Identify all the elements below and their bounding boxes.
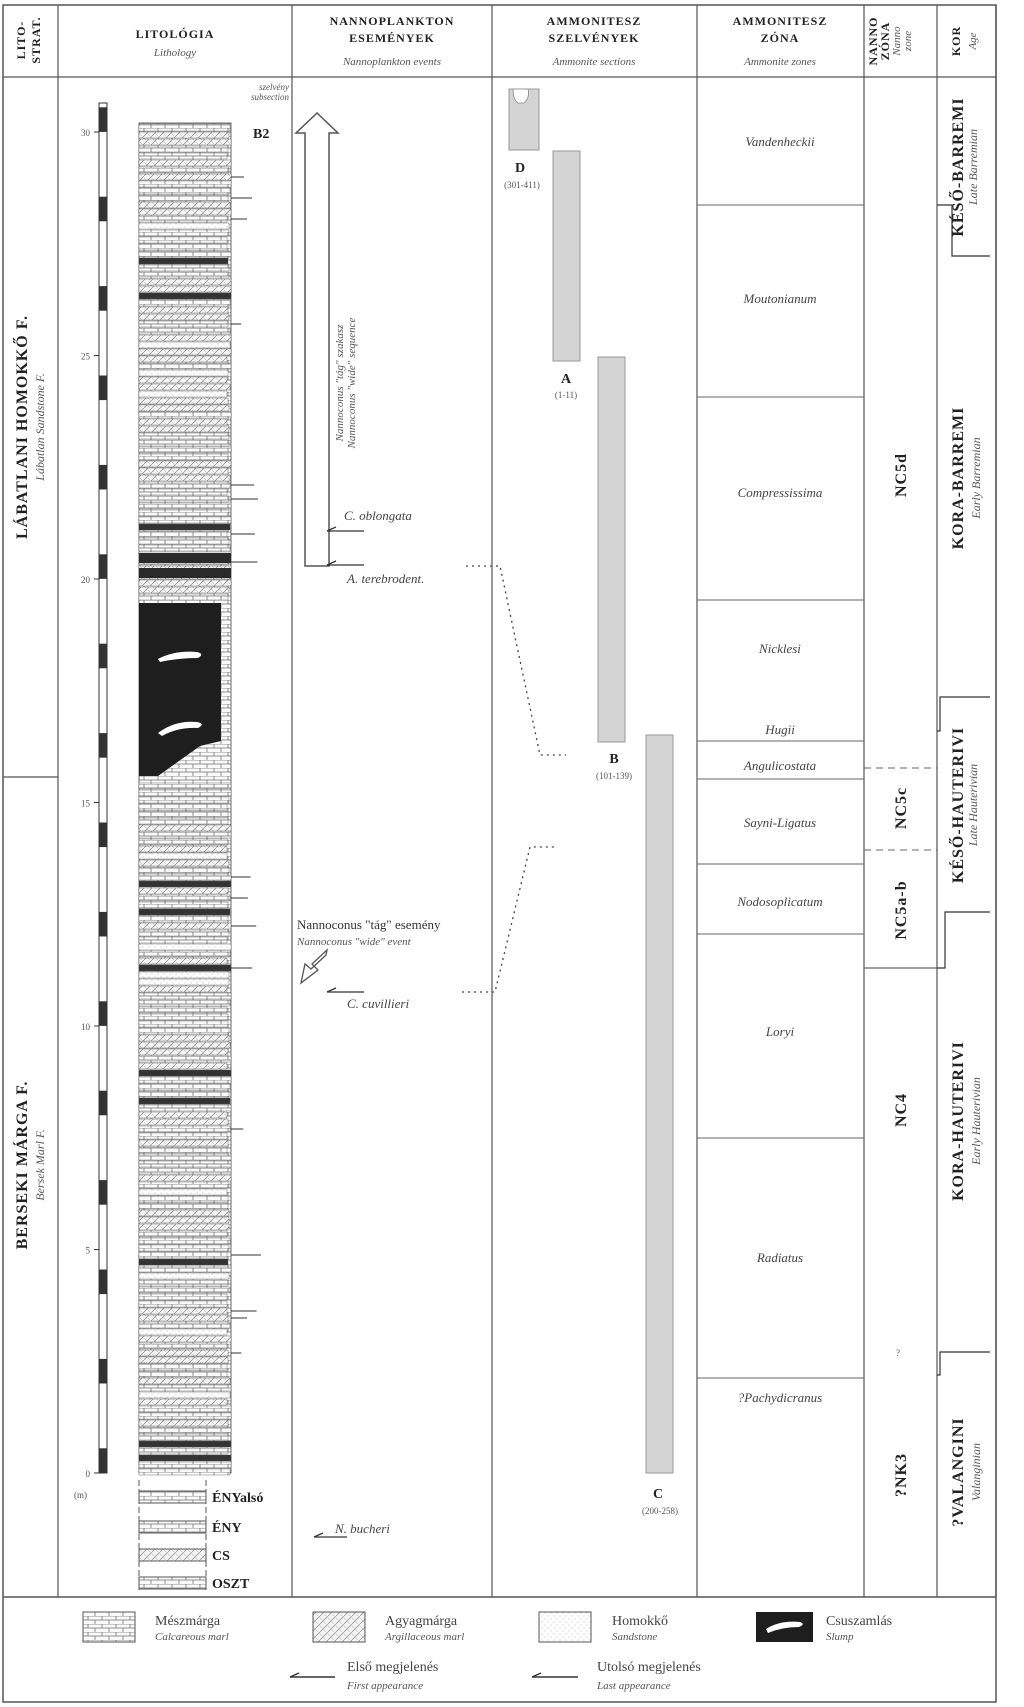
- zone-loryi: Loryi: [765, 1024, 795, 1039]
- svg-text:BERSEKI MÁRGA F.: BERSEKI MÁRGA F.: [14, 1080, 31, 1250]
- correlation-lines: [462, 566, 566, 992]
- svg-text:AMMONITESZ: AMMONITESZ: [732, 14, 828, 28]
- svg-text:(101-139): (101-139): [596, 771, 632, 781]
- svg-text:KÉSŐ-BARREMI: KÉSŐ-BARREMI: [950, 97, 967, 237]
- lithology-column: [139, 82, 289, 1475]
- age-valangini: [950, 1417, 983, 1526]
- legend: [83, 1612, 892, 1692]
- scale-tick-label: 30: [81, 128, 90, 138]
- svg-text:NANNOPLANKTON: NANNOPLANKTON: [329, 14, 455, 28]
- nanno-events: [296, 113, 441, 1537]
- svg-text:zone: zone: [902, 30, 914, 52]
- zone-nodosoplicatum: Nodosoplicatum: [737, 894, 823, 909]
- svg-text:Late Hauterivian: Late Hauterivian: [966, 763, 980, 847]
- nanno-zone-nc5a-b: NC5a-b: [893, 880, 910, 940]
- section-a-bar: [553, 151, 580, 361]
- species-n-bucheri: N. bucheri: [335, 1521, 390, 1536]
- legend-sandstone: [539, 1612, 668, 1643]
- svg-text:Calcareous marl: Calcareous marl: [155, 1631, 229, 1643]
- section-c-bar: [646, 735, 673, 1473]
- scale-tick-label: 10: [81, 1022, 90, 1032]
- formation-bersek: [12, 1081, 47, 1250]
- svg-text:Homokkő: Homokkő: [612, 1614, 668, 1629]
- nanno-zone-uncertain: ?: [896, 1348, 900, 1358]
- section-d-label: D: [514, 161, 526, 176]
- svg-text:Bersek Marl F.: Bersek Marl F.: [33, 1129, 47, 1201]
- zone-radiatus: Radiatus: [756, 1250, 804, 1265]
- nanno-zone-nk3: ?NK3: [893, 1453, 910, 1497]
- legend-last-appearance: [532, 1660, 701, 1692]
- svg-text:Mészmárga: Mészmárga: [155, 1614, 221, 1629]
- section-b-bar: [598, 357, 625, 742]
- nanno-wide-sequence-arrow: [296, 113, 338, 566]
- nanno-zone-nc5c: NC5c: [893, 786, 910, 830]
- zone-angulicostata: Angulicostata: [743, 758, 817, 773]
- svg-text:Late Barremian: Late Barremian: [966, 129, 980, 205]
- svg-text:Nannoconus "tág" szakasz: Nannoconus "tág" szakasz: [334, 324, 346, 442]
- svg-text:Valanginian: Valanginian: [969, 1442, 983, 1502]
- svg-text:Last appearance: Last appearance: [597, 1680, 671, 1692]
- age-kesohauterivi: [948, 727, 980, 883]
- scale-tick-label: 20: [81, 575, 90, 585]
- scale-tick-label: 0: [85, 1469, 90, 1479]
- zone-vandenheckii: Vandenheckii: [745, 134, 815, 149]
- ages: [937, 97, 990, 1526]
- svg-text:Early Hauterivian: Early Hauterivian: [969, 1077, 983, 1165]
- header-ammonite-sections: [547, 14, 642, 68]
- svg-text:(1-11): (1-11): [554, 390, 578, 400]
- svg-text:Utolsó megjelenés: Utolsó megjelenés: [597, 1660, 701, 1675]
- svg-text:First appearance: First appearance: [347, 1680, 424, 1692]
- svg-text:ZÓNA: ZÓNA: [760, 31, 800, 45]
- svg-text:Nannoconus "wide" sequence: Nannoconus "wide" sequence: [346, 317, 358, 449]
- svg-text:KORA-HAUTERIVI: KORA-HAUTERIVI: [950, 1041, 967, 1201]
- base-units: [139, 1480, 263, 1592]
- zone-compressissima: Compressissima: [737, 485, 823, 500]
- age-korabarremi: [950, 407, 983, 550]
- header-kor: [949, 26, 979, 56]
- zone-pachydicranus: ?Pachydicranus: [737, 1390, 823, 1405]
- zone-sayni-ligatus: Sayni-Ligatus: [743, 815, 817, 830]
- svg-text:Agyagmárga: Agyagmárga: [385, 1614, 458, 1629]
- svg-text:Nannoconus "wide" event: Nannoconus "wide" event: [297, 936, 411, 948]
- base-unit-enyalso: ÉNYalsó: [212, 1491, 264, 1506]
- species-c-cuvillieri: C. cuvillieri: [347, 996, 410, 1011]
- header-ammonite-zones: [733, 14, 828, 68]
- svg-text:KÉSŐ-HAUTERIVI: KÉSŐ-HAUTERIVI: [950, 726, 967, 884]
- header-nanno-zone: [866, 17, 914, 66]
- base-unit-cs: CS: [212, 1549, 230, 1564]
- ammonite-sections: [504, 89, 678, 1516]
- svg-text:LÁBATLANI HOMOKKŐ F.: LÁBATLANI HOMOKKŐ F.: [14, 314, 31, 540]
- formation-labadlan: [12, 315, 47, 539]
- nanno-zones: [864, 453, 937, 1497]
- svg-text:?VALANGINI: ?VALANGINI: [950, 1417, 967, 1527]
- svg-text:STRAT.: STRAT.: [29, 16, 43, 64]
- svg-text:LITO-: LITO-: [14, 20, 28, 60]
- svg-text:Age: Age: [967, 32, 979, 50]
- svg-text:szelvény: szelvény: [259, 82, 289, 92]
- scale-tick-label: 25: [81, 351, 90, 362]
- header-litostrat: [14, 16, 43, 63]
- svg-text:Slump: Slump: [826, 1631, 854, 1643]
- zone-nicklesi: Nicklesi: [759, 641, 801, 656]
- section-c-label: C: [652, 1487, 664, 1502]
- zone-moutonianum: Moutonianum: [743, 291, 817, 306]
- nanno-zone-nc4: NC4: [893, 1092, 910, 1128]
- subsection-b2: B2: [253, 127, 270, 142]
- svg-text:KORA-BARREMI: KORA-BARREMI: [950, 406, 967, 550]
- svg-text:Argillaceous marl: Argillaceous marl: [385, 1631, 465, 1643]
- svg-text:(200-258): (200-258): [642, 1506, 678, 1516]
- svg-text:NANNO: NANNO: [866, 16, 880, 66]
- header-nanno-events: [330, 14, 455, 68]
- ammonite-zones: [697, 134, 864, 1405]
- svg-text:Lithology: Lithology: [153, 47, 197, 59]
- zone-hugii: Hugii: [765, 722, 795, 737]
- meter-scale: [74, 103, 107, 1500]
- svg-text:Ammonite zones: Ammonite zones: [744, 56, 816, 68]
- svg-text:Első megjelenés: Első megjelenés: [347, 1660, 439, 1675]
- svg-text:LITOLÓGIA: LITOLÓGIA: [135, 27, 215, 41]
- legend-slump: [756, 1612, 892, 1643]
- base-unit-oszt: OSZT: [212, 1577, 250, 1592]
- svg-text:AMMONITESZ: AMMONITESZ: [546, 14, 642, 28]
- nanno-zone-nc5d: NC5d: [893, 452, 910, 498]
- age-kesobarremi: [948, 97, 980, 236]
- svg-text:ZÓNA: ZÓNA: [878, 21, 892, 61]
- svg-text:ESEMÉNYEK: ESEMÉNYEK: [349, 31, 435, 45]
- svg-text:Ammonite sections: Ammonite sections: [552, 56, 636, 68]
- base-unit-eny: ÉNY: [212, 1521, 242, 1536]
- svg-text:SZELVÉNYEK: SZELVÉNYEK: [548, 31, 640, 45]
- species-a-terebrodent: A. terebrodent.: [347, 571, 425, 586]
- scale-tick-label: 5: [85, 1245, 90, 1256]
- svg-text:Csuszamlás: Csuszamlás: [826, 1614, 893, 1629]
- legend-first-appearance: [290, 1660, 438, 1692]
- svg-text:(301-411): (301-411): [504, 180, 540, 190]
- svg-text:Nannoplankton events: Nannoplankton events: [342, 56, 442, 68]
- legend-calcareous-marl: [83, 1612, 229, 1643]
- section-b-label: B: [609, 752, 619, 767]
- scale-unit: (m): [74, 1490, 87, 1500]
- svg-text:Sandstone: Sandstone: [612, 1631, 658, 1643]
- svg-text:Lábatlan Sandstone F.: Lábatlan Sandstone F.: [33, 373, 47, 481]
- nanno-wide-event-arrow: [301, 950, 327, 983]
- svg-text:subsection: subsection: [251, 92, 289, 102]
- age-korahauterivi: [950, 1041, 983, 1201]
- nanno-wide-event-label: Nannoconus "tág" esemény: [297, 917, 441, 932]
- legend-argillaceous-marl: [313, 1612, 464, 1643]
- header-litologia: [136, 27, 215, 59]
- svg-text:Nanno: Nanno: [891, 26, 903, 56]
- svg-text:KOR: KOR: [949, 25, 963, 57]
- svg-text:Early Barremian: Early Barremian: [969, 437, 983, 519]
- section-a-label: A: [560, 372, 572, 387]
- species-c-oblongata: C. oblongata: [344, 508, 412, 523]
- scale-tick-label: 15: [81, 798, 90, 809]
